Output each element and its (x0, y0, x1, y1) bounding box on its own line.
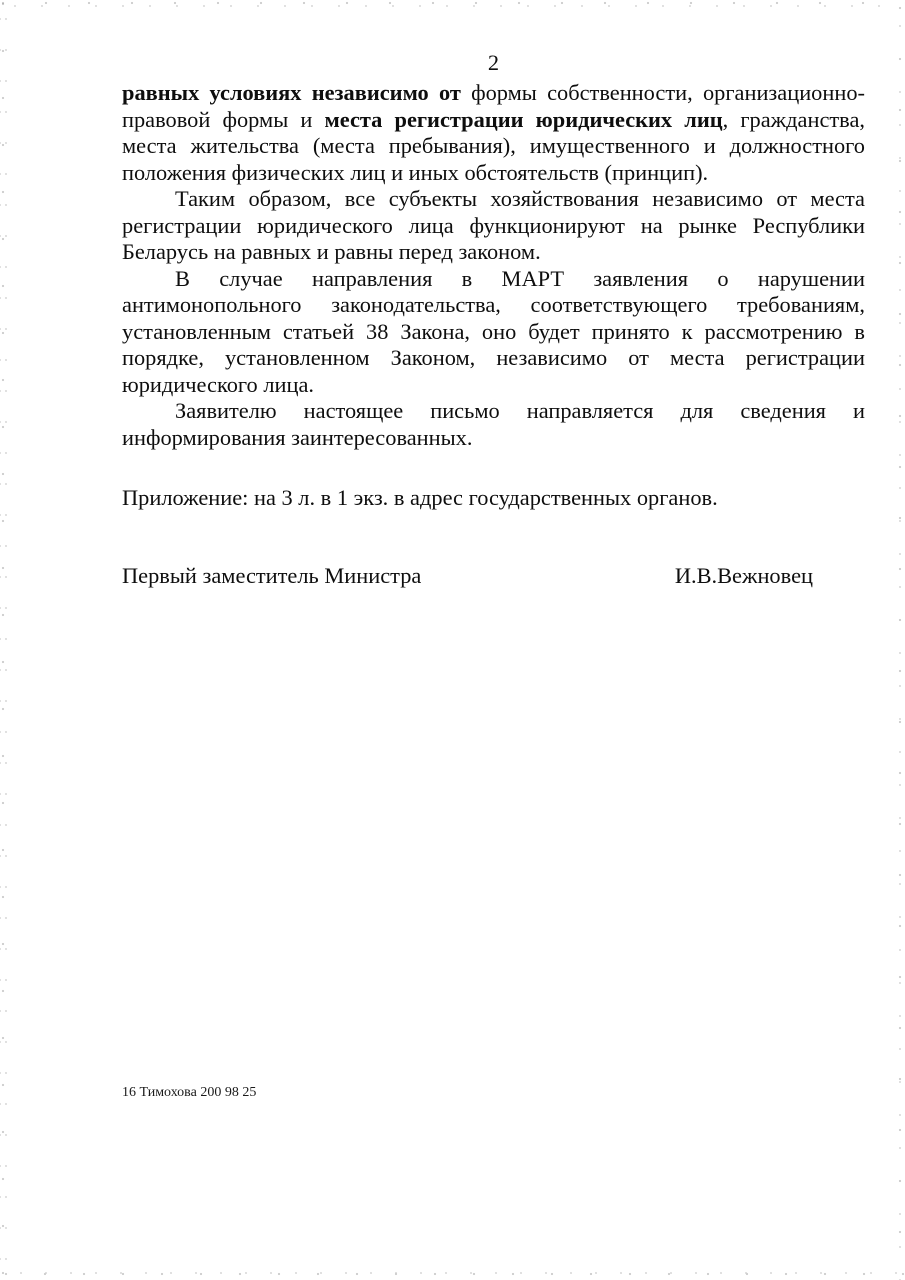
text-line (122, 160, 865, 187)
text-run: правовой формы и (122, 106, 325, 132)
signature-row (122, 563, 865, 590)
scan-noise-left (0, 0, 9, 1280)
text-line (122, 345, 865, 372)
bold-text-run: равных условиях независимо от (122, 80, 461, 105)
text-run: Беларусь на равных и равны перед законом. (122, 239, 541, 264)
text-line (122, 80, 865, 107)
text-line (122, 266, 865, 293)
text-line (122, 186, 865, 213)
text-run: , гражданства, (722, 106, 865, 132)
text-run: места жительства (места пребывания), имущественного и должностного (122, 133, 865, 158)
text-run: В случае направления в МАРТ заявления о нарушении (175, 265, 865, 291)
text-line (122, 425, 865, 452)
text-line (122, 292, 865, 319)
scan-noise-top (0, 0, 905, 10)
text-run: Заявителю настоящее письмо направляется для сведения и (175, 398, 865, 423)
text-run: формы собственности, организационно- (460, 80, 865, 105)
text-run: установленным статьей 38 Закона, оно будет принято к рассмотрению в (122, 318, 865, 344)
text-line (122, 213, 865, 240)
text-run: порядке, установленном Законом, независимо от места регистрации (122, 345, 865, 370)
paragraph (122, 80, 865, 186)
text-run: антимонопольного законодательства, соответствующего требованиям, (122, 292, 865, 317)
bold-text-run: места регистрации юридических лиц (324, 106, 723, 132)
text-run: юридического лица. (122, 371, 315, 397)
attachment-note: Приложение: на 3 л. в 1 экз. в адрес государственных органов. (122, 485, 718, 510)
text-line (122, 133, 865, 160)
page-number: 2 (487, 50, 500, 75)
text-run: Таким образом, все субъекты хозяйствования независимо от места (175, 186, 865, 211)
text-line (122, 372, 865, 399)
text-line (122, 398, 865, 425)
text-line (122, 239, 865, 266)
text-line (122, 319, 865, 346)
signature-name: И.В.Вежновец (674, 562, 813, 588)
text-run: информирования заинтересованных. (122, 424, 473, 450)
signature-position: Первый заместитель Министра (122, 562, 422, 588)
text-run: регистрации юридического лица функционируют на рынке Республики (122, 212, 865, 238)
scan-noise-right (896, 0, 905, 1280)
scan-noise-bottom (0, 1268, 905, 1280)
paragraph (122, 398, 865, 451)
footer-reference: 16 Тимохова 200 98 25 (122, 1085, 257, 1100)
text-line (122, 107, 865, 134)
paragraph (122, 266, 865, 399)
paragraph (122, 186, 865, 266)
text-run: положения физических лиц и иных обстоятельств (принцип). (122, 159, 709, 185)
body-text (122, 80, 865, 589)
